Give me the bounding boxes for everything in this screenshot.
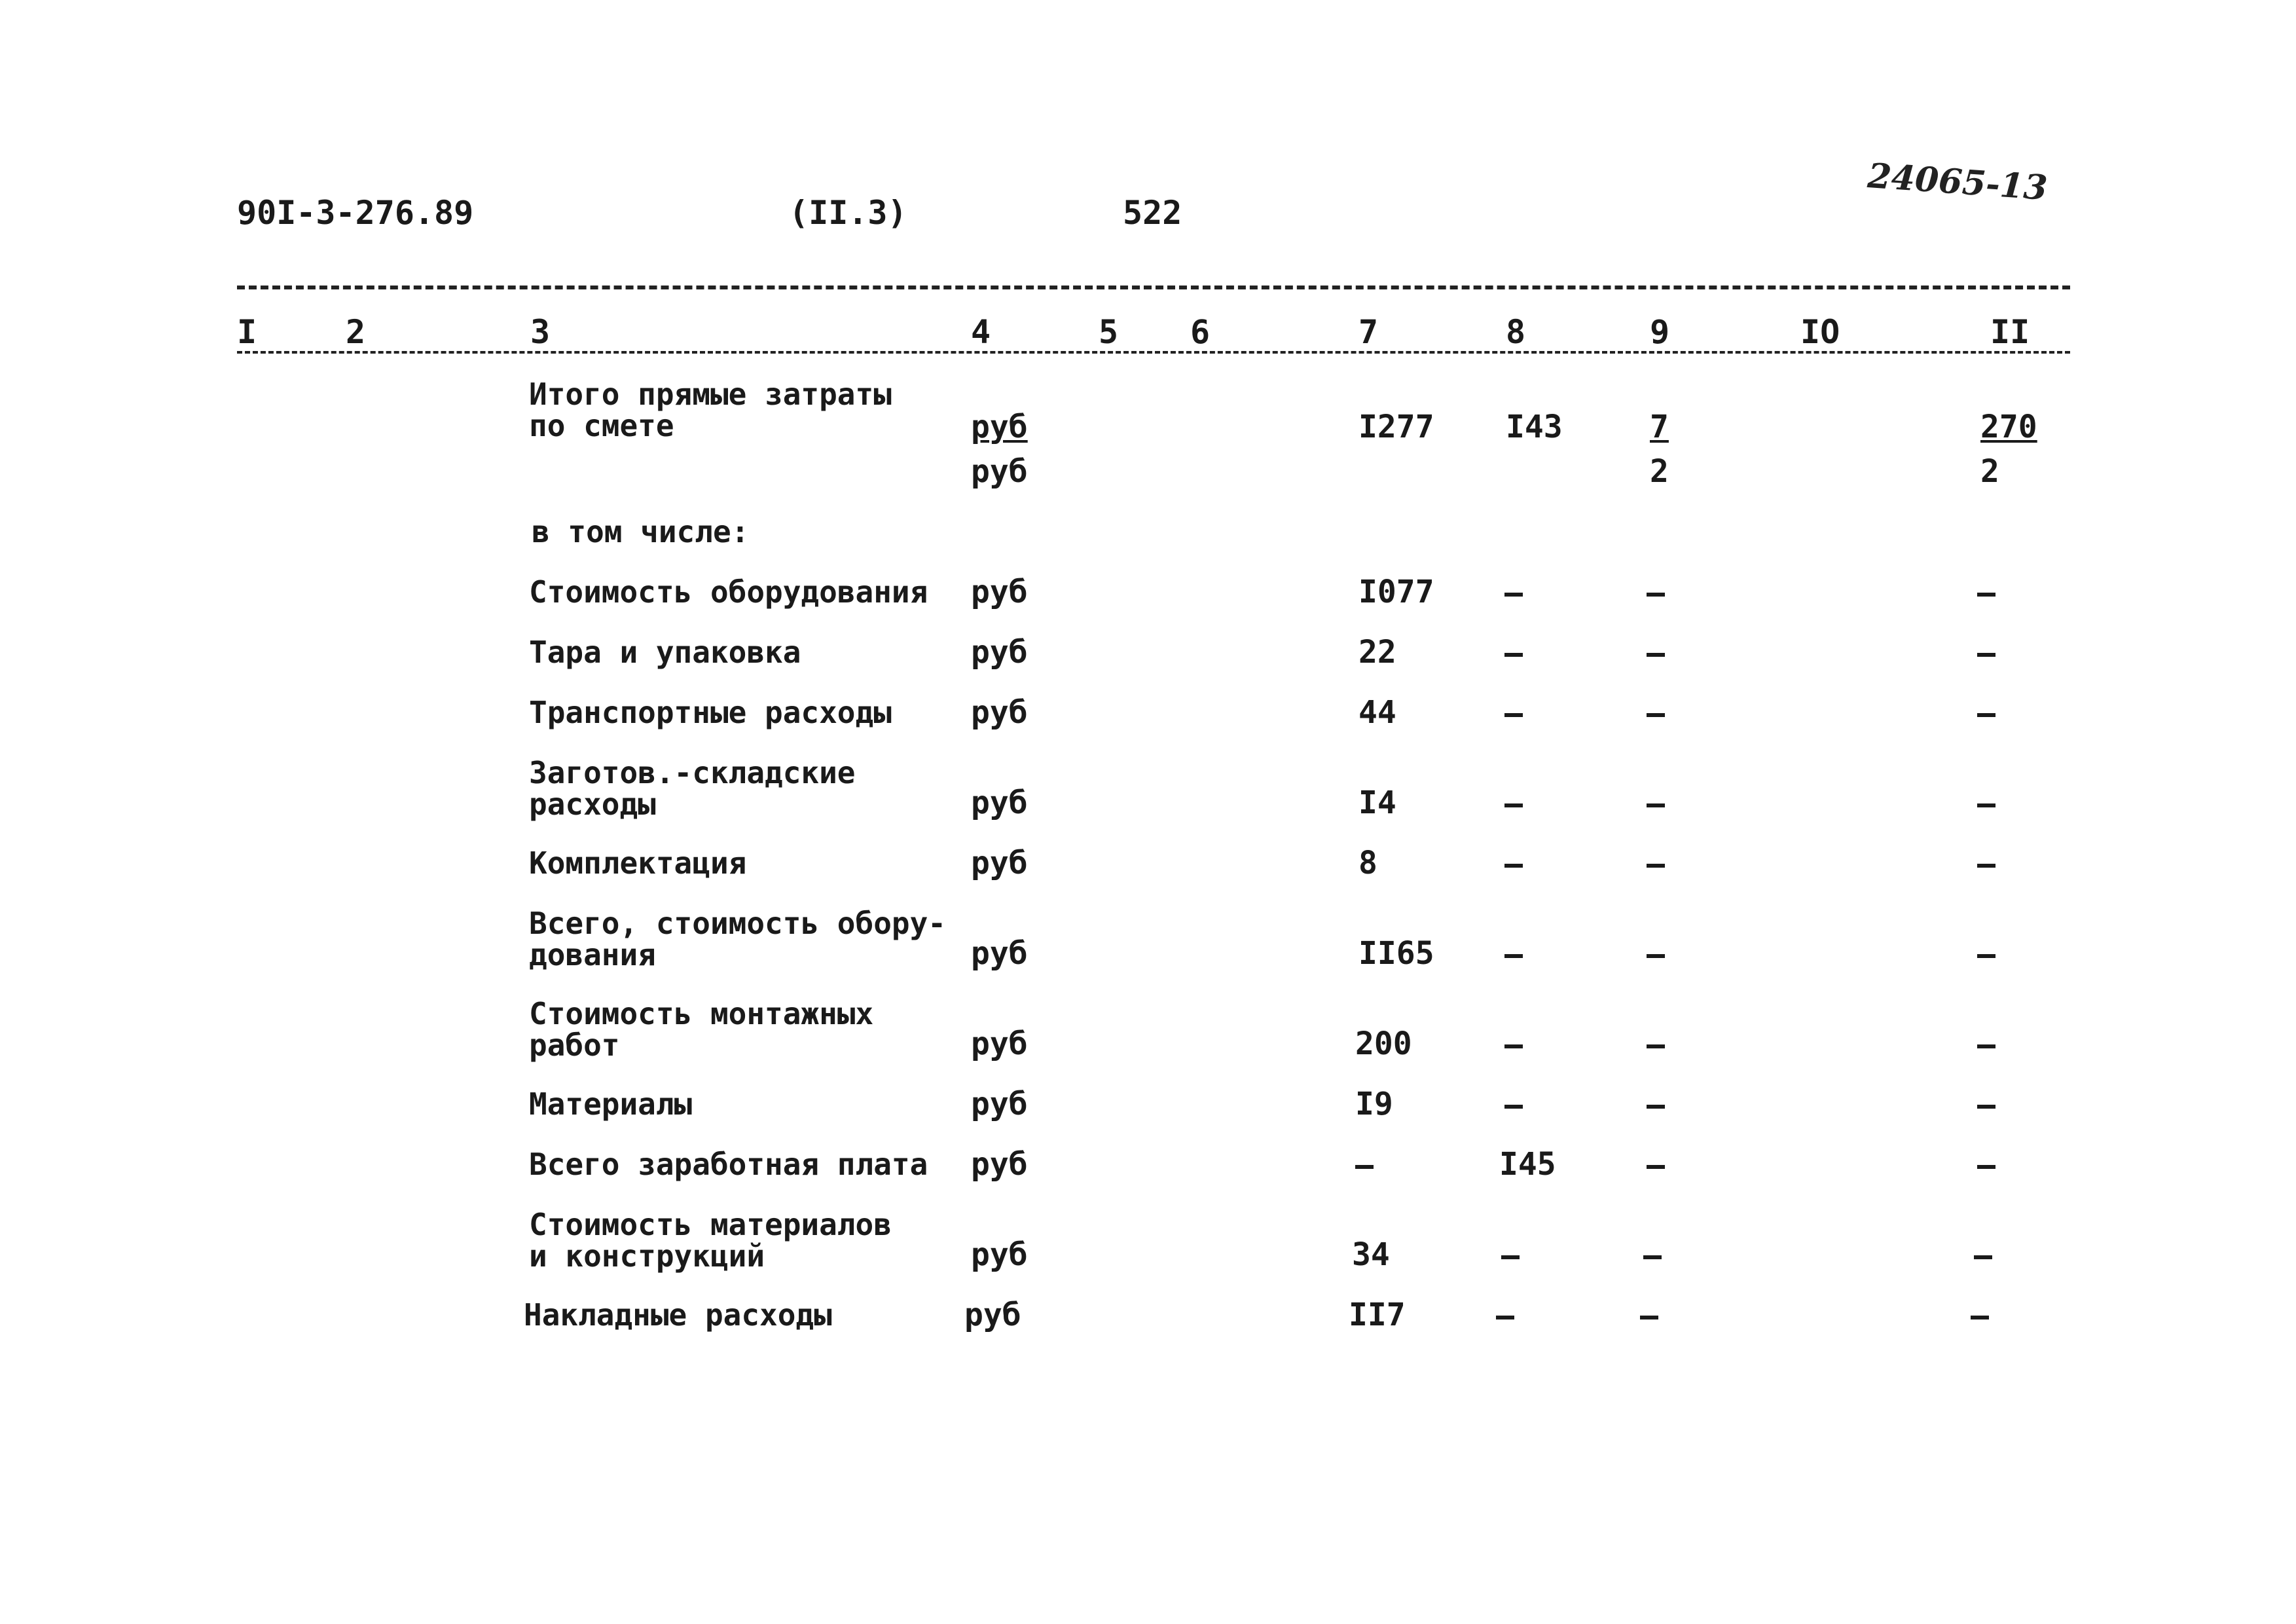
col11-dash (1977, 1165, 1995, 1169)
unit-cell: руб (971, 574, 1028, 610)
col8-dash (1504, 864, 1523, 868)
row-label: Всего заработная плата (529, 1147, 928, 1182)
page-number: 522 (1123, 194, 1182, 232)
col7-cell: II7 (1349, 1297, 1406, 1333)
col11-dash (1977, 593, 1995, 597)
column-header-underline (237, 351, 2070, 354)
column-number: 2 (346, 313, 366, 351)
column-number: 6 (1190, 313, 1211, 351)
col9-dash (1647, 864, 1665, 868)
col11-dash (1977, 954, 1995, 958)
col7-cell: I4 (1358, 784, 1396, 821)
col9-dash (1643, 1255, 1662, 1259)
unit-cell: руб (964, 1297, 1021, 1333)
row-label: в том числе: (532, 514, 750, 549)
unit-cell: руб (971, 1146, 1028, 1183)
col7-cell: 44 (1358, 694, 1396, 731)
unit-cell: руб (971, 409, 1028, 445)
column-number: 3 (530, 313, 551, 351)
col11-dash (1977, 713, 1995, 717)
unit-cell: руб (971, 634, 1028, 671)
section-number: (II.3) (789, 194, 907, 232)
col11-dash (1974, 1255, 1992, 1259)
col7-cell: 200 (1355, 1025, 1412, 1062)
row-label: Стоимость монтажных работ (529, 996, 874, 1063)
column-number: I (237, 313, 257, 351)
column-number: 7 (1358, 313, 1379, 351)
col8-dash (1504, 803, 1523, 807)
col8-dash (1504, 593, 1523, 597)
unit-cell: руб (971, 1236, 1028, 1273)
col11-dash (1977, 1105, 1995, 1109)
row-label: Всего, стоимость обору- дования (529, 906, 946, 972)
col8-dash (1504, 1105, 1523, 1109)
row-label: Итого прямые затраты по смете (529, 377, 892, 443)
column-number: 9 (1650, 313, 1670, 351)
col9-cell: 7 (1650, 409, 1669, 445)
col7-cell: I9 (1355, 1086, 1393, 1122)
unit-cell: руб (971, 453, 1028, 490)
col8-dash (1504, 713, 1523, 717)
unit-cell: руб (971, 1086, 1028, 1122)
col7-cell: I077 (1358, 574, 1434, 610)
col8-dash (1496, 1316, 1514, 1320)
row-label: Накладные расходы (524, 1297, 832, 1333)
col11-dash (1971, 1316, 1989, 1320)
col9-dash (1647, 593, 1665, 597)
col8-dash (1504, 954, 1523, 958)
col8-cell: I43 (1506, 409, 1563, 445)
col9-cell: 2 (1650, 453, 1669, 490)
col7-cell: I277 (1358, 409, 1434, 445)
col7-dash (1355, 1165, 1374, 1169)
col11-dash (1977, 803, 1995, 807)
column-number: 4 (971, 313, 991, 351)
unit-cell: руб (971, 784, 1028, 821)
row-label: Материалы (529, 1086, 693, 1122)
unit-cell: руб (971, 694, 1028, 731)
col9-dash (1647, 1044, 1665, 1048)
col9-dash (1647, 653, 1665, 657)
unit-cell: руб (971, 935, 1028, 972)
col7-cell: 8 (1358, 845, 1377, 881)
col8-dash (1501, 1255, 1520, 1259)
col11-dash (1977, 1044, 1995, 1048)
col11-cell: 2 (1980, 453, 1999, 490)
col7-cell: 22 (1358, 634, 1396, 671)
column-number: IO (1800, 313, 1840, 351)
col11-dash (1977, 653, 1995, 657)
row-label: Транспортные расходы (529, 695, 892, 730)
col7-cell: 34 (1352, 1236, 1390, 1273)
col7-cell: II65 (1358, 935, 1434, 972)
row-label: Стоимость материалов и конструкций (529, 1207, 892, 1274)
header-separator (237, 286, 2070, 289)
column-number: 5 (1099, 313, 1119, 351)
row-label: Стоимость оборудования (529, 574, 928, 610)
col8-dash (1504, 653, 1523, 657)
col9-dash (1647, 954, 1665, 958)
col8-dash (1504, 1044, 1523, 1048)
col8-cell: I45 (1499, 1146, 1556, 1183)
col9-dash (1640, 1316, 1658, 1320)
col11-dash (1977, 864, 1995, 868)
col11-cell: 270 (1980, 409, 2037, 445)
unit-cell: руб (971, 1025, 1028, 1062)
row-label: Комплектация (529, 845, 747, 881)
row-label: Тара и упаковка (529, 635, 801, 670)
column-number: II (1990, 313, 2030, 351)
col9-dash (1647, 1165, 1665, 1169)
col9-dash (1647, 1105, 1665, 1109)
unit-cell: руб (971, 845, 1028, 881)
handwritten-note: 24065-13 (1866, 156, 2049, 209)
col9-dash (1647, 803, 1665, 807)
row-label: Заготов.-складские расходы (529, 755, 856, 822)
document-code: 90I-3-276.89 (237, 194, 474, 232)
column-number: 8 (1506, 313, 1526, 351)
col9-dash (1647, 713, 1665, 717)
